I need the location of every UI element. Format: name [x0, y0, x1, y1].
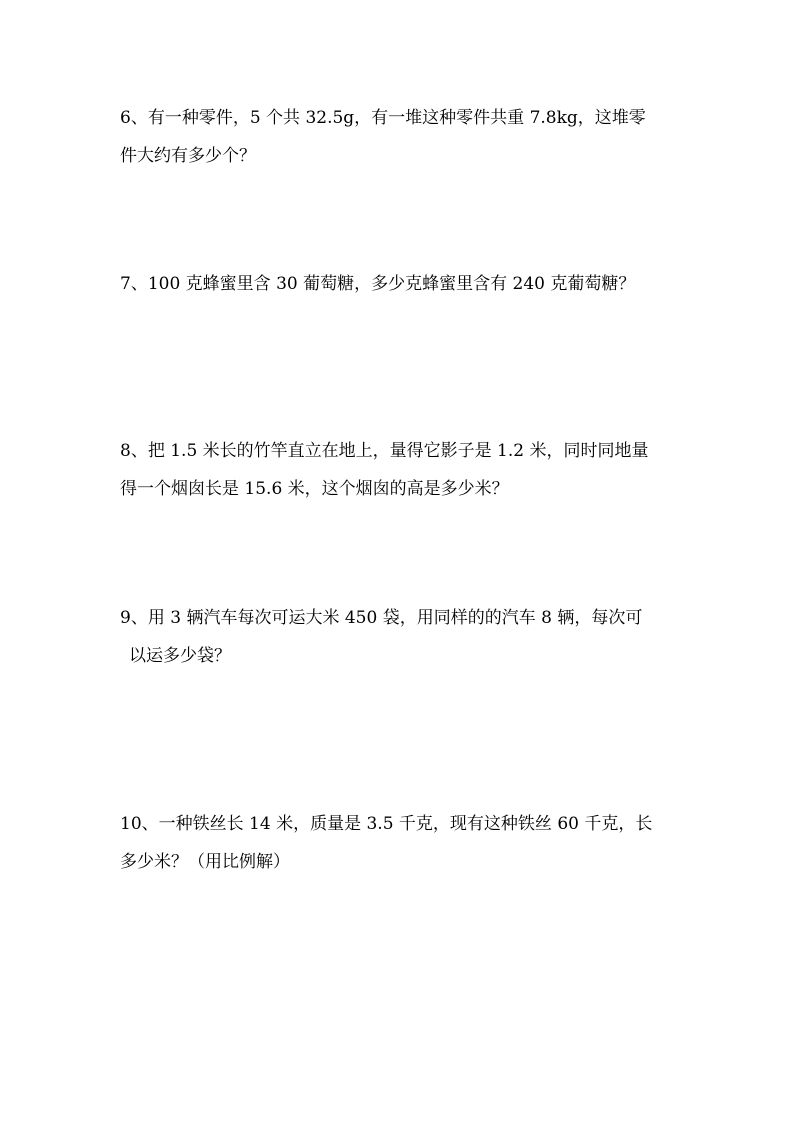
problem-10 — [120, 805, 680, 881]
problem-7-line-1: 7、100 克蜂蜜里含 30 葡萄糖，多少克蜂蜜里含有 240 克葡萄糖？ — [120, 274, 636, 294]
problem-10-line-2: 多少米？（用比例解） — [120, 852, 290, 872]
problem-6-line-1: 6、有一种零件，5 个共 32.5g，有一堆这种零件共重 7.8kg，这堆零 — [120, 108, 646, 128]
problem-9 — [120, 599, 680, 675]
problem-6 — [120, 99, 680, 175]
problem-6-line-2: 件大约有多少个？ — [120, 146, 256, 166]
problem-10-line-1: 10、一种铁丝长 14 米，质量是 3.5 千克，现有这种铁丝 60 千克，长 — [120, 814, 653, 834]
problem-8-line-2: 得一个烟囱长是 15.6 米，这个烟囱的高是多少米？ — [120, 479, 509, 499]
problem-7 — [120, 265, 680, 303]
problem-8-line-1: 8、把 1.5 米长的竹竿直立在地上，量得它影子是 1.2 米，同时同地量 — [120, 441, 649, 461]
problem-9-line-1: 9、用 3 辆汽车每次可运大米 450 袋，用同样的的汽车 8 辆，每次可 — [120, 608, 643, 628]
problem-8 — [120, 432, 680, 508]
problem-9-line-2: 以运多少袋？ — [129, 646, 231, 666]
